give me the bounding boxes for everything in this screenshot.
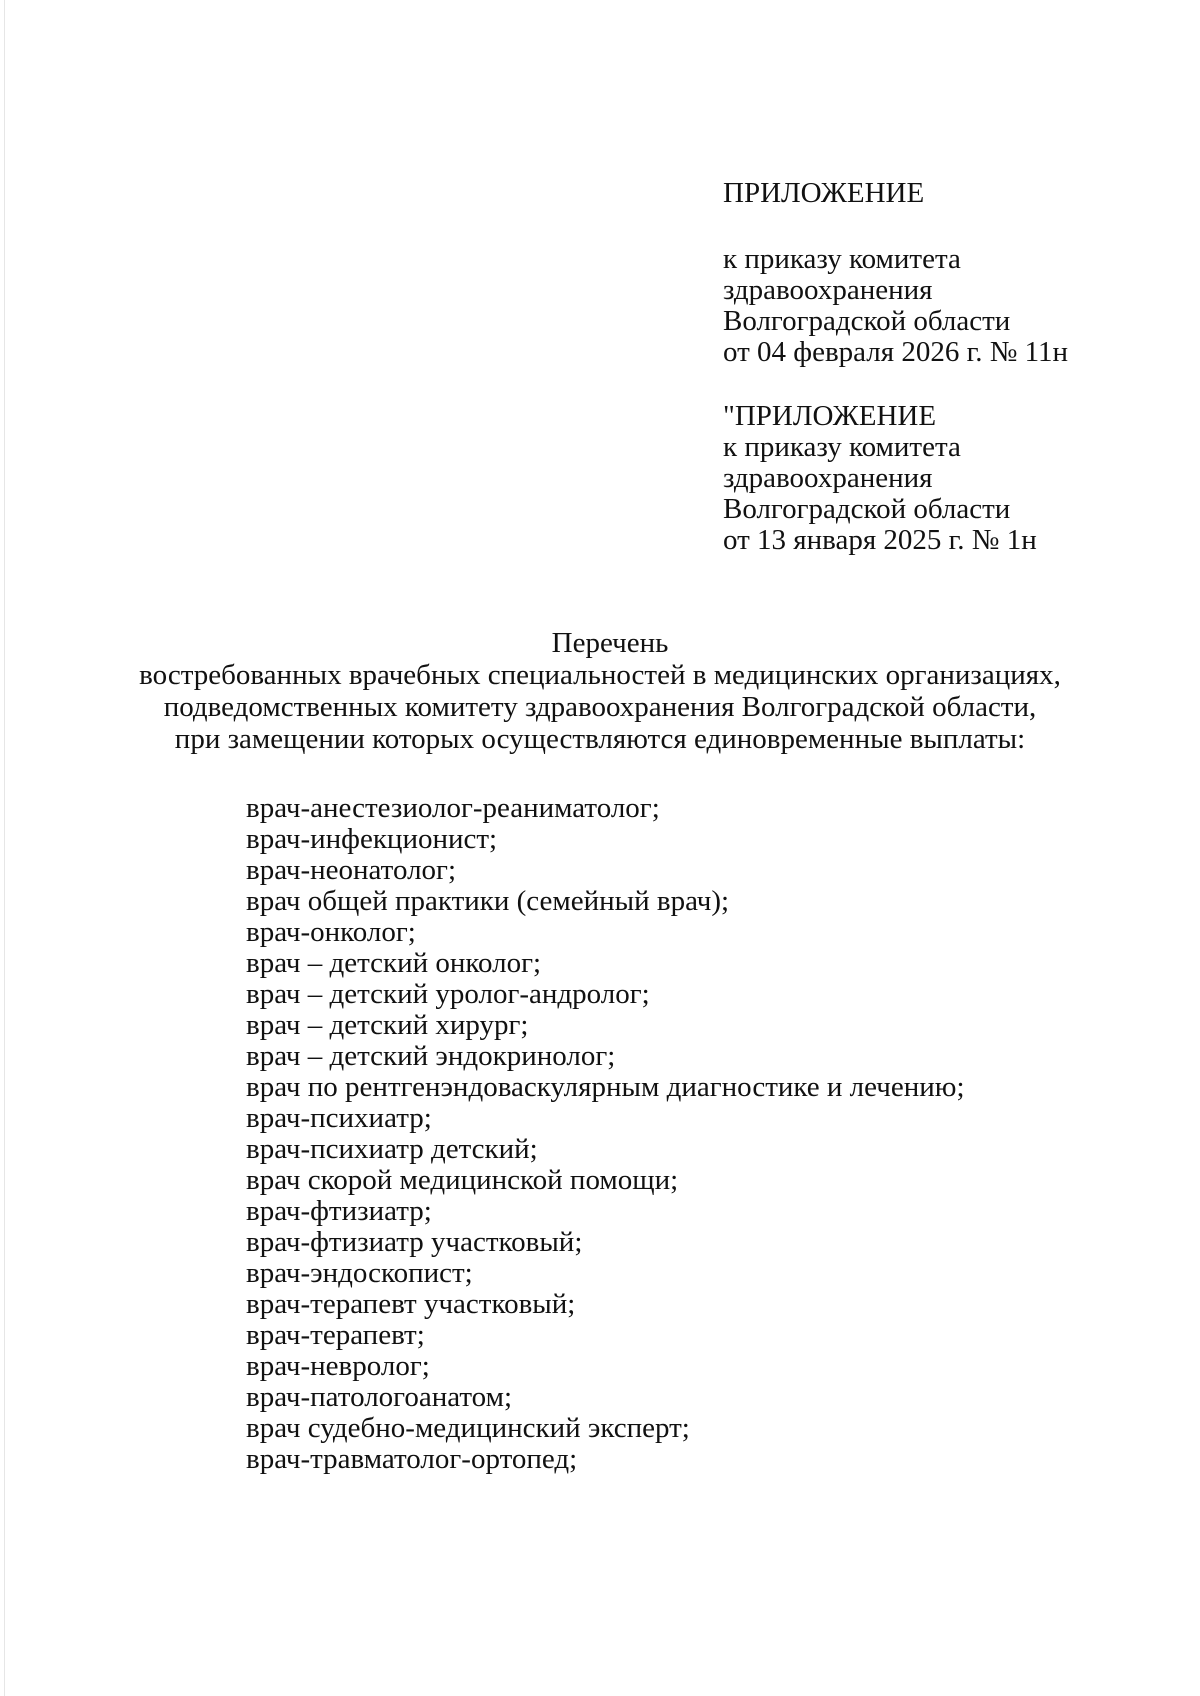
reference-line: здравоохранения — [723, 462, 933, 494]
list-item: врач судебно-медицинский эксперт; — [246, 1412, 690, 1444]
list-item: врач – детский эндокринолог; — [246, 1040, 616, 1072]
appendix-reference-current — [723, 244, 1068, 368]
document-title — [0, 627, 1200, 755]
list-item: врач – детский онколог; — [246, 947, 542, 979]
title-line: Перечень — [551, 627, 669, 659]
title-line: подведомственных комитету здравоохранения Волгоградской области, — [163, 691, 1037, 723]
list-item: врач-эндоскопист; — [246, 1257, 473, 1289]
reference-line: здравоохранения — [723, 274, 933, 306]
scan-edge — [4, 0, 5, 1696]
list-item: врач-инфекционист; — [246, 823, 498, 855]
list-item: врач скорой медицинской помощи; — [246, 1164, 679, 1196]
list-item: врач по рентгенэндоваскулярным диагностике и лечению; — [246, 1071, 965, 1103]
list-item: врач-терапевт участковый; — [246, 1288, 576, 1320]
appendix-reference-amended — [723, 401, 1037, 556]
reference-line: к приказу комитета — [723, 431, 961, 463]
appendix-heading: ПРИЛОЖЕНИЕ — [723, 177, 925, 209]
list-item: врач – детский уролог-андролог; — [246, 978, 650, 1010]
list-item: врач-психиатр; — [246, 1102, 432, 1134]
reference-line: от 13 января 2025 г. № 1н — [723, 524, 1037, 556]
list-item: врач-фтизиатр; — [246, 1195, 432, 1227]
reference-line: Волгоградской области — [723, 493, 1011, 525]
reference-line: Волгоградской области — [723, 305, 1011, 337]
reference-line: к приказу комитета — [723, 243, 961, 275]
list-item: врач-психиатр детский; — [246, 1133, 538, 1165]
list-item: врач общей практики (семейный врач); — [246, 885, 730, 917]
title-line: при замещении которых осуществляются единовременные выплаты: — [174, 723, 1026, 755]
list-item: врач-неонатолог; — [246, 854, 457, 886]
list-item: врач-травматолог-ортопед; — [246, 1443, 578, 1475]
list-item: врач-патологоанатом; — [246, 1381, 512, 1413]
reference-line: от 04 февраля 2026 г. № 11н — [723, 336, 1069, 368]
specialty-list — [246, 793, 965, 1475]
list-item: врач – детский хирург; — [246, 1009, 529, 1041]
list-item: врач-фтизиатр участковый; — [246, 1226, 583, 1258]
reference-line: "ПРИЛОЖЕНИЕ — [723, 400, 937, 432]
title-line: востребованных врачебных специальностей в медицинских организациях, — [139, 659, 1061, 691]
list-item: врач-терапевт; — [246, 1319, 425, 1351]
list-item: врач-анестезиолог-реаниматолог; — [246, 792, 660, 824]
list-item: врач-невролог; — [246, 1350, 430, 1382]
list-item: врач-онколог; — [246, 916, 416, 948]
